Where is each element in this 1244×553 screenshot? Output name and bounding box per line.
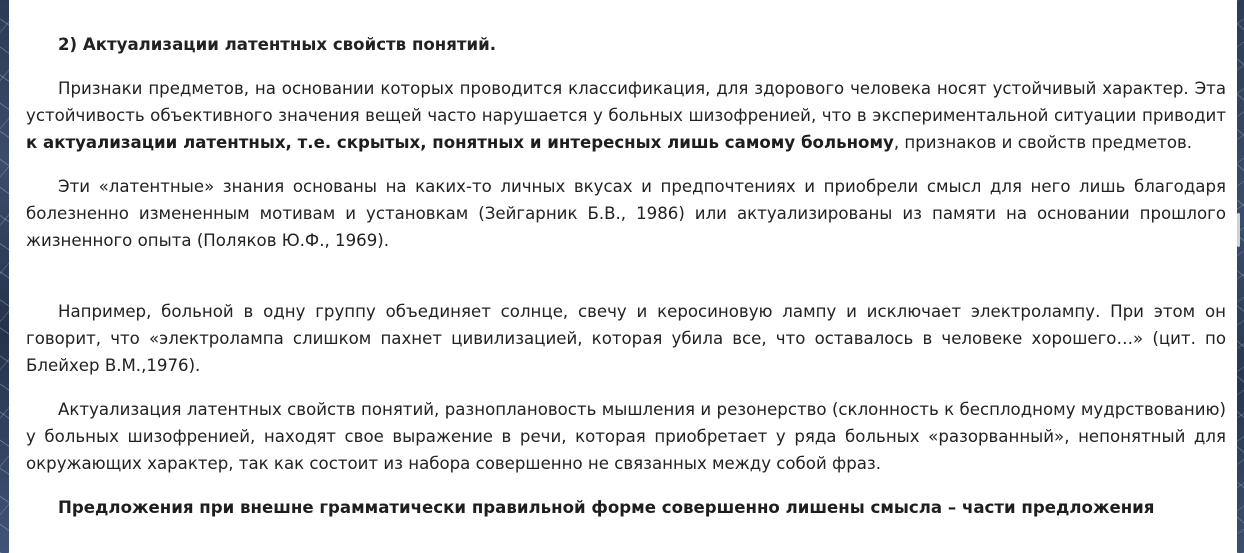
paragraph-4: Актуализация латентных свойств понятий, разноплановость мышления и резонерство (склонность к бесплодному мудрствованию) у больных шизофренией, находят свое выражение в речи, которая приобретает у ряда больных «разорванный», непонятный для окружающих характер, так как состоит из набора совершенно не связанных между собой фраз.	[26, 400, 1226, 473]
section-heading: 2) Актуализации латентных свойств понятий.	[58, 35, 497, 54]
paragraph-1-text-start: Признаки предметов, на основании которых проводится классификация, для здорового человека носят устойчивый характер. Эта устойчивость объективного значения вещей часто нарушается у больных шизофренией, что в экспериментальной ситуации приводит	[26, 79, 1226, 125]
paragraph-5-bold-text: Предложения при внешне грамматически правильной форме совершенно лишены смысла – части предложения	[58, 498, 1155, 517]
paragraph-1-text-end: , признаков и свойств предметов.	[893, 133, 1193, 152]
paragraph-2: Эти «латентные» знания основаны на каких-то личных вкусах и предпочтениях и приобрели смысл для него лишь благодаря болезненно измененным мотивам и установкам (Зейгарник Б.В., 1986) или актуализированы из памяти на основании прошлого жизненного опыта (Поляков Ю.Ф., 1969).	[26, 177, 1226, 250]
paragraph-1	[26, 75, 1226, 156]
left-background-pattern	[0, 0, 9, 553]
right-background-pattern	[1237, 0, 1244, 553]
paragraph-1-bold-text: к актуализации латентных, т.е. скрытых, понятных и интересных лишь самому больному	[26, 133, 894, 152]
paragraph-3: Например, больной в одну группу объединяет солнце, свечу и керосиновую лампу и исключает электролампу. При этом он говорит, что «электролампа слишком пахнет цивилизацией, которая убила все, что оставалось в человеке хорошего…» (цит. по Блейхер В.М.,1976).	[26, 302, 1226, 375]
paragraph-5	[26, 494, 1226, 521]
scrollbar-thumb[interactable]	[1237, 213, 1240, 247]
article-body	[26, 31, 1226, 538]
